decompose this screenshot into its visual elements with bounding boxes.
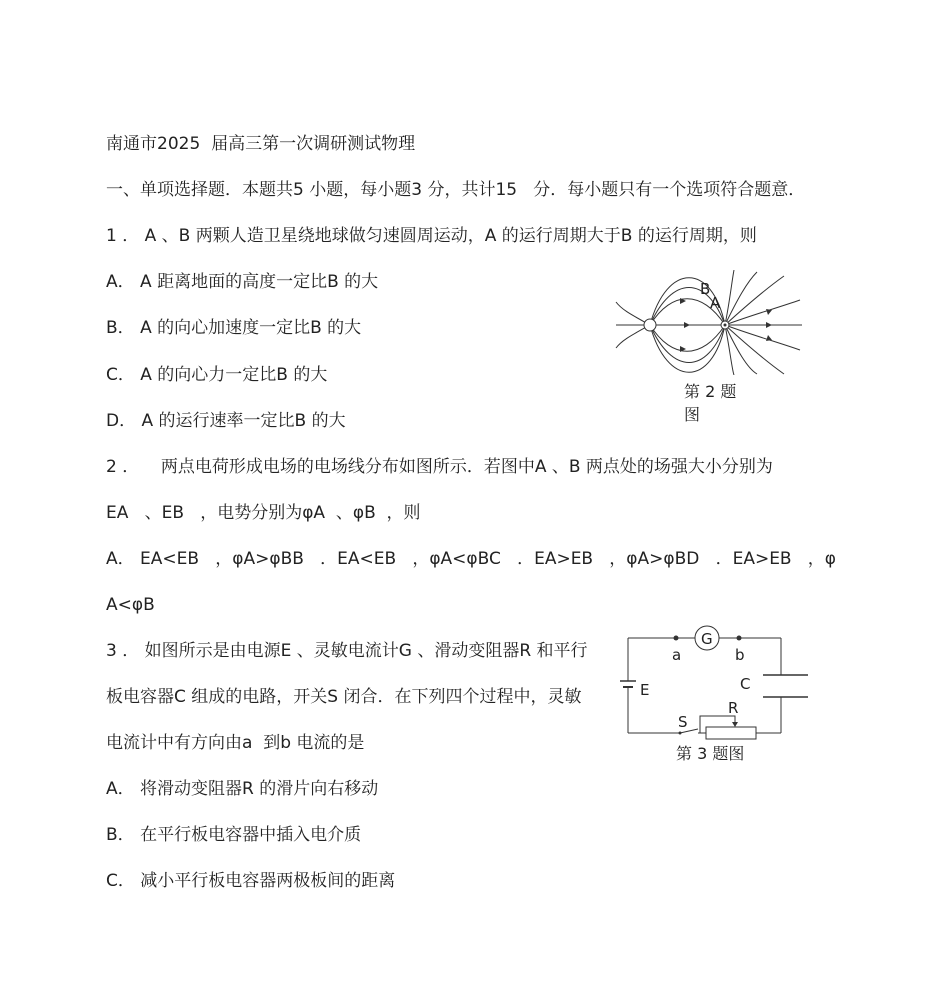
question-3-stem-line3: 电流计中有方向由a 到b 电流的是 <box>106 733 365 753</box>
question-1-option-d: D． A 的运行速率一定比B 的大 <box>106 411 346 431</box>
figure-2-caption-line2: 图 <box>684 405 701 424</box>
rheostat-symbol <box>706 727 756 739</box>
question-1-option-a: A． A 距离地面的高度一定比B 的大 <box>106 272 379 292</box>
circuit-figure <box>618 623 818 743</box>
question-1-stem: 1 ． A 、B 两颗人造卫星绕地球做匀速圆周运动，A 的运行周期大于B 的运行周期，则 <box>106 226 757 246</box>
figure-3-caption: 第 3 题图 <box>676 744 745 763</box>
question-2-options-continued: A<φB <box>106 595 155 615</box>
node-b-label: b <box>735 646 745 664</box>
question-2-stem: 2 ． 两点电荷形成电场的电场线分布如图所示．若图中A 、B 两点处的场强大小分别为 <box>106 457 773 477</box>
question-2-stem-continued: EA 、EB ，电势分别为φA 、φB ，则 <box>106 503 421 523</box>
question-3-stem-line1: 3 ． 如图所示是由电源E 、灵敏电流计G 、滑动变阻器R 和平行 <box>106 641 588 661</box>
point-a-label: A <box>710 294 721 312</box>
question-2-options: A． EA<EB ，φA>φBB ．EA<EB ，φA<φBC ．EA>EB ，φA>φBD ．EA>EB ，φ <box>106 549 837 569</box>
electric-field-figure <box>612 270 807 375</box>
question-1-option-c: C． A 的向心力一定比B 的大 <box>106 365 328 385</box>
question-3-stem-line2: 板电容器C 组成的电路，开关S 闭合．在下列四个过程中，灵敏 <box>106 687 582 707</box>
question-1-option-b: B． A 的向心加速度一定比B 的大 <box>106 318 362 338</box>
battery-label: E <box>640 681 650 699</box>
point-b-label: B <box>700 280 711 298</box>
left-charge <box>644 319 656 331</box>
galvanometer-label: G <box>701 630 713 648</box>
figure-2-caption-line1: 第 2 题 <box>684 382 737 401</box>
switch-label: S <box>678 713 688 731</box>
question-3-option-a: A． 将滑动变阻器R 的滑片向右移动 <box>106 779 379 799</box>
question-3-option-b: B． 在平行板电容器中插入电介质 <box>106 825 362 845</box>
node-a-label: a <box>672 646 682 664</box>
question-3-option-c: C． 减小平行板电容器两极板间的距离 <box>106 871 396 891</box>
section-heading: 一、单项选择题．本题共5 小题，每小题3 分，共计15 分．每小题只有一个选项符合题意． <box>106 180 806 200</box>
rheostat-label: R <box>728 699 739 717</box>
document-title: 南通市2025 届高三第一次调研测试物理 <box>106 134 416 154</box>
capacitor-label: C <box>740 675 751 693</box>
